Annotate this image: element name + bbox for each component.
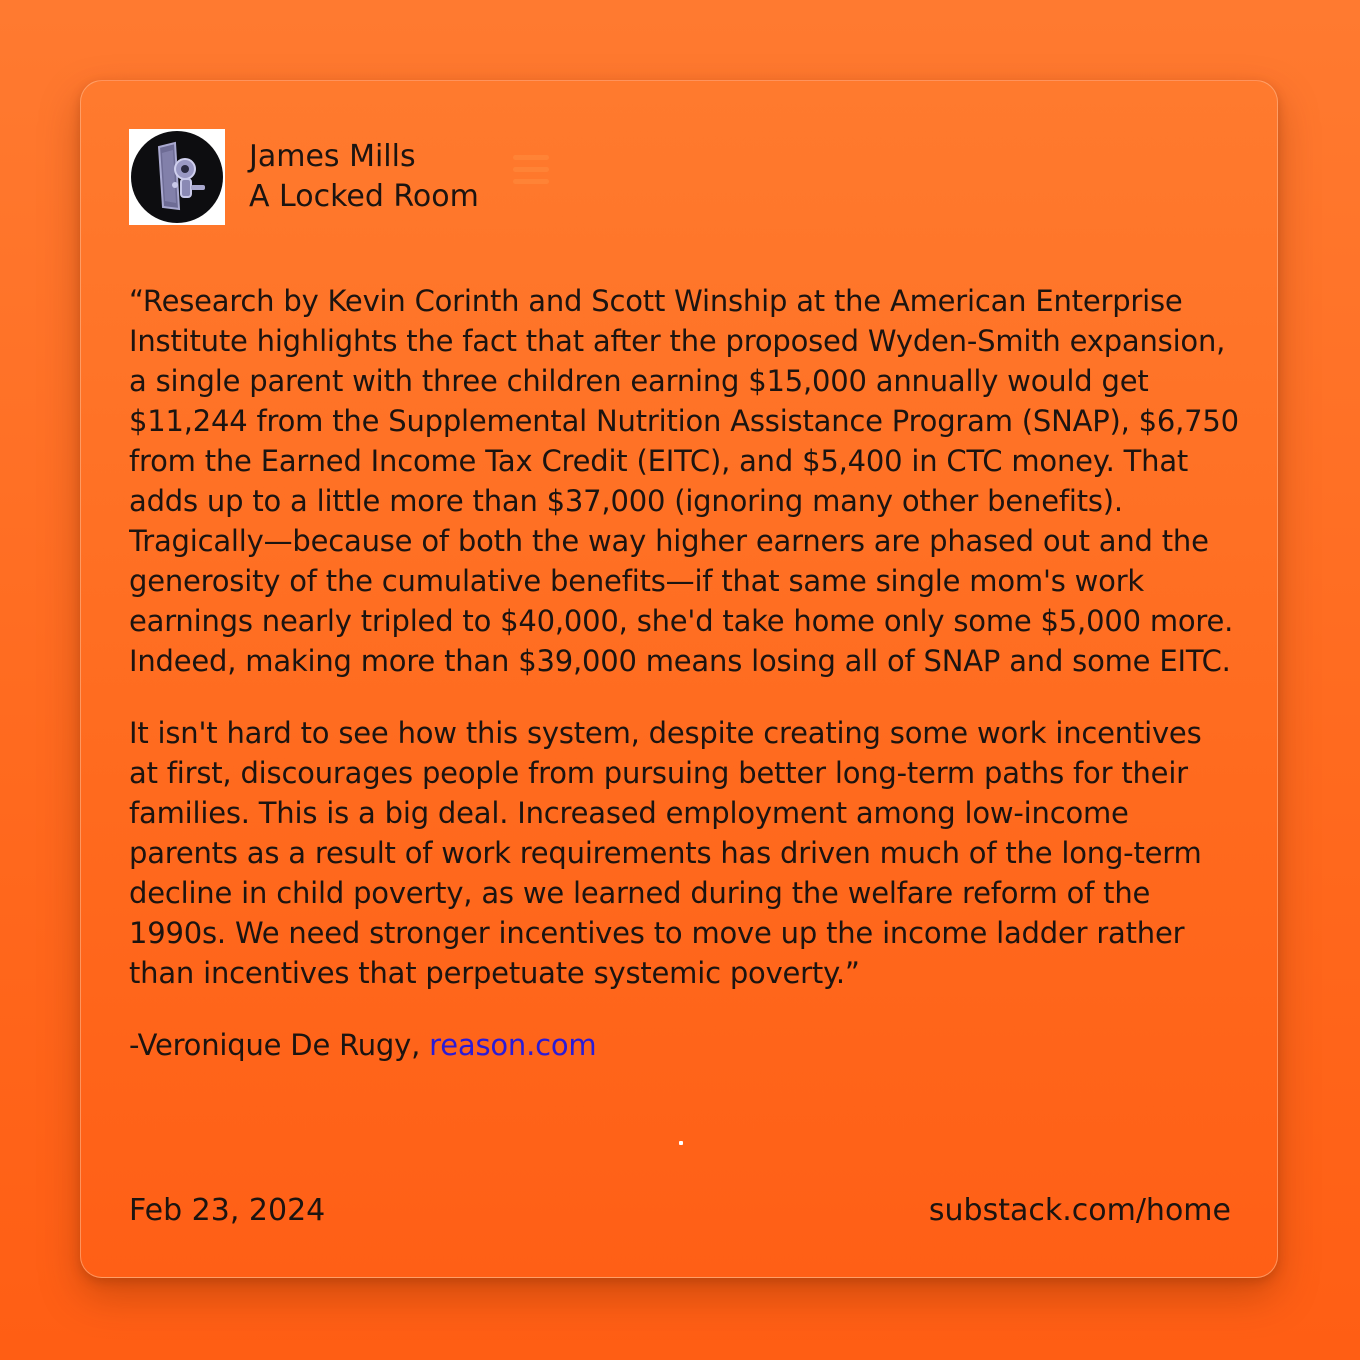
menu-icon: [513, 155, 549, 191]
source-link[interactable]: substack.com/home: [928, 1193, 1231, 1228]
avatar[interactable]: [129, 129, 225, 225]
author-block: [249, 137, 479, 217]
post-header: [129, 129, 479, 225]
quote-body: [129, 281, 1239, 1093]
door-lock-icon: [129, 129, 225, 225]
publication-name[interactable]: A Locked Room: [249, 179, 479, 214]
quote-card: [80, 80, 1278, 1278]
quote-paragraph-2: It isn't hard to see how this system, despite creating some work incentives at first, discourages people from pursuing better long-term paths for their families. This is a big deal. Increased employment among low-income parents as a result of work requirements has driven much of the long-term decline in child poverty, as we learned during the welfare reform of the 1990s. We need stronger incentives to move up the income ladder rather than incentives that perpetuate systemic poverty.”: [129, 716, 1202, 990]
quote-paragraph-1: “Research by Kevin Corinth and Scott Winship at the American Enterprise Institute highlights the fact that after the proposed Wyden-Smith expansion, a single parent with three children earning $15,000 annually would get $11,244 from the Supplemental Nutrition Assistance Program (SNAP), $6,750 from the Earned Income Tax Credit (EITC), and $5,400 in CTC money. That adds up to a little more than $37,000 (ignoring many other benefits). Tragically—because of both the way higher earners are phased out and the generosity of the cumulative benefits—if that same single mom's work earnings nearly tripled to $40,000, she'd take home only some $5,000 more. Indeed, making more than $39,000 means losing all of SNAP and some EITC.: [129, 284, 1239, 678]
author-name[interactable]: James Mills: [249, 139, 416, 174]
quote-attribution: [129, 1025, 1239, 1065]
post-date: Feb 23, 2024: [129, 1193, 326, 1228]
decorative-dot: [679, 1141, 683, 1145]
attribution-author: -Veronique De Rugy,: [129, 1028, 430, 1062]
post-footer: [129, 1191, 1231, 1231]
attribution-link[interactable]: reason.com: [429, 1028, 597, 1062]
